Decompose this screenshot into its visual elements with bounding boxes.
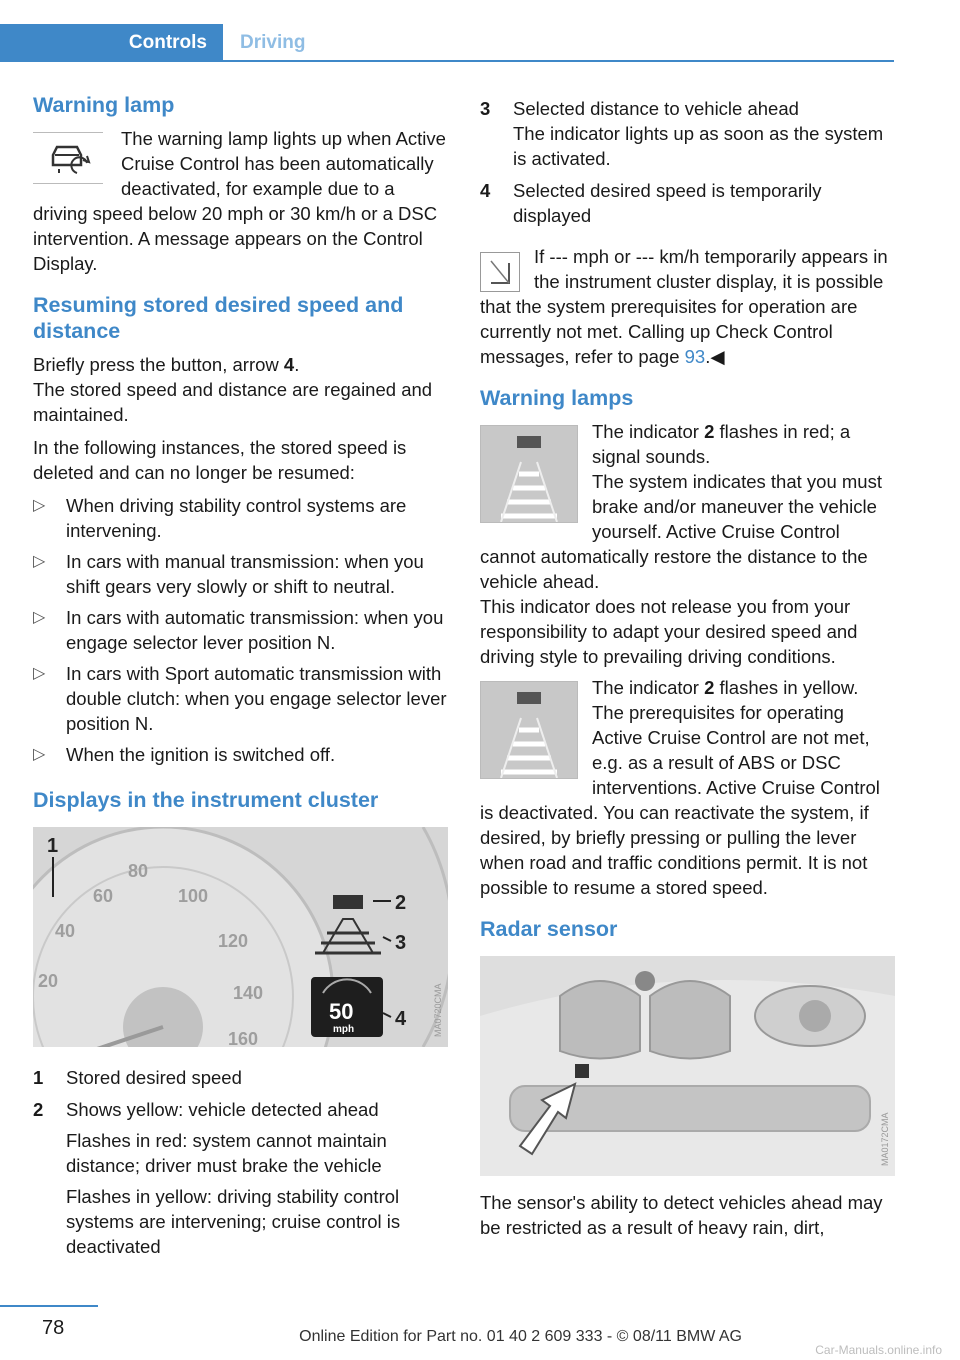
red-lamp-block bbox=[480, 419, 895, 669]
figure-code: MA0720CMA bbox=[433, 983, 443, 1037]
cruise-warning-icon bbox=[33, 132, 103, 184]
page-header bbox=[0, 24, 894, 62]
edition-text: Online Edition for Part no. 01 40 2 609 333 - © 08/11 BMW AG bbox=[299, 1328, 742, 1345]
callout-3: 3 bbox=[395, 932, 407, 954]
red-warning-lamp-icon bbox=[480, 425, 578, 523]
section-tab-controls[interactable]: Controls bbox=[0, 24, 223, 61]
bullet-triangle-icon: ▷ bbox=[33, 665, 46, 682]
header-rule bbox=[0, 60, 894, 62]
footer-rule bbox=[0, 1305, 98, 1307]
callout-1: 1 bbox=[47, 835, 59, 857]
radar-text: The sensor's ability to detect vehicles ahead may be restricted as a result of heavy rain, dirt, bbox=[480, 1192, 883, 1238]
red-lamp-p3: This indicator does not release you from your responsibility to adapt your desired speed and driving style to prevailing driving conditions. bbox=[480, 596, 858, 667]
resuming-p3: In the following instances, the stored speed is deleted and can no longer be resumed: bbox=[33, 437, 407, 483]
watermark-text: Car-Manuals.online.info bbox=[815, 1343, 942, 1357]
yellow-lamp-text: The indicator 2 flashes in yellow. The prerequisites for operating Active Cruise Control are not met, e.g. as a result of ABS or DSC interventions. Active Cruise Control is deactivated. You can reactivate the system, if desired, by briefly pressing or pulling the lever when road and traffic conditions permit. It is not possible to resume a stored speed. bbox=[480, 677, 880, 898]
list-item: ▷ In cars with manual transmission: when you shift gears very slowly or shift to neutral. bbox=[33, 551, 424, 597]
callout-2: 2 bbox=[395, 892, 407, 914]
speedo-mark: 80 bbox=[128, 861, 149, 881]
warning-lamp-text: The warning lamp lights up when Active Cruise Control has been automatically deactivated, for example due to a driving speed below 20 mph or 30 km/h or a DSC intervention. A message appears on the Control Display. bbox=[33, 128, 446, 274]
warning-lamp-heading: Warning lamp bbox=[33, 93, 175, 117]
warning-lamps-heading: Warning lamps bbox=[480, 386, 634, 410]
note-arrow-icon bbox=[480, 252, 520, 292]
section-tab-driving[interactable]: Driving bbox=[240, 32, 306, 53]
list-item: ▷ In cars with Sport automatic transmission with double clutch: when you engage selector lever position N. bbox=[33, 663, 447, 734]
speedo-mark: 100 bbox=[178, 886, 209, 906]
legend-2-red: Flashes in red: system cannot maintain distance; driver must brake the vehicle bbox=[66, 1130, 387, 1176]
bullet-triangle-icon: ▷ bbox=[33, 609, 46, 626]
left-column bbox=[33, 92, 448, 1259]
page-number: 78 bbox=[42, 1317, 65, 1339]
display-unit: mph bbox=[333, 1024, 355, 1035]
legend-item-3: 3 Selected distance to vehicle ahead The indicator lights up as soon as the system is activated. bbox=[480, 98, 884, 169]
list-item: ▷ In cars with automatic transmission: when you engage selector lever position N. bbox=[33, 607, 444, 653]
bullet-triangle-icon: ▷ bbox=[33, 746, 46, 763]
legend-item-1: 1 Stored desired speed bbox=[33, 1067, 242, 1088]
resuming-p2: The stored speed and distance are regained and maintained. bbox=[33, 379, 433, 425]
legend-2-yellow: Flashes in yellow: driving stability control systems are intervening; cruise control is deactivated bbox=[66, 1186, 401, 1257]
bullet-triangle-icon: ▷ bbox=[33, 553, 46, 570]
speedo-mark: 140 bbox=[233, 983, 264, 1003]
note-text: If --- mph or --- km/h temporarily appears in the instrument cluster display, it is possible that the system prerequisites for operation are currently not met. Calling up Check Control messages, refer to page 93.◀ bbox=[480, 246, 888, 367]
list-item: ▷ When the ignition is switched off. bbox=[33, 744, 336, 765]
instrument-cluster-figure bbox=[33, 827, 448, 1047]
legend-item-4: 4 Selected desired speed is temporarily displayed bbox=[480, 180, 822, 226]
page-link[interactable]: 93 bbox=[684, 346, 706, 367]
red-lamp-p2: The system indicates that you must brake and/or maneuver the vehicle yourself. Active Cruise Control cannot automatically restore the distance to the vehicle ahead. bbox=[480, 471, 882, 592]
note-block bbox=[480, 244, 895, 369]
display-speed: 50 bbox=[329, 999, 354, 1024]
yellow-lamp-block bbox=[480, 675, 895, 900]
resuming-heading: Resuming stored desired speed and distance bbox=[33, 293, 404, 343]
speedo-mark: 20 bbox=[38, 971, 59, 991]
red-lamp-text: The indicator 2 flashes in red; a signal sounds. bbox=[592, 421, 851, 467]
radar-sensor-figure bbox=[480, 956, 895, 1176]
speedo-mark: 60 bbox=[93, 886, 114, 906]
speedo-mark: 120 bbox=[218, 931, 249, 951]
yellow-warning-lamp-icon bbox=[480, 681, 578, 779]
radar-figure-code: MA0172CMA bbox=[880, 1112, 890, 1166]
displays-heading: Displays in the instrument cluster bbox=[33, 788, 379, 812]
legend-item-2: 2 Shows yellow: vehicle detected ahead bbox=[33, 1099, 379, 1120]
deletion-list bbox=[33, 493, 448, 767]
speedo-mark: 40 bbox=[55, 921, 76, 941]
bullet-triangle-icon: ▷ bbox=[33, 497, 46, 514]
list-item: ▷ When driving stability control systems are intervening. bbox=[33, 495, 407, 541]
callout-4: 4 bbox=[395, 1008, 407, 1030]
right-column bbox=[480, 96, 895, 1240]
radar-sensor-heading: Radar sensor bbox=[480, 917, 618, 941]
speedo-mark: 160 bbox=[228, 1029, 259, 1047]
warning-lamp-block bbox=[33, 126, 448, 276]
resuming-p1: Briefly press the button, arrow 4. bbox=[33, 354, 300, 375]
